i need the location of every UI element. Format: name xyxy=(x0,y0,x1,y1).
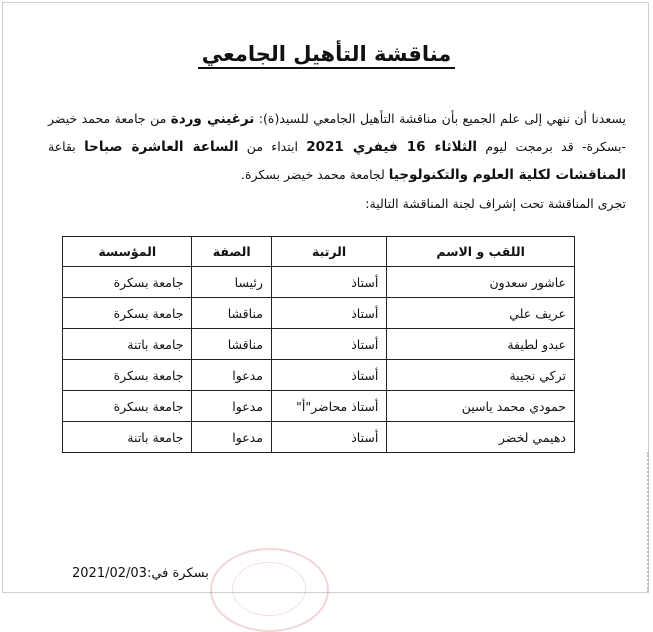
member-role: مدعوا xyxy=(192,422,271,453)
member-rank: أستاذ xyxy=(271,329,386,360)
defense-hall: المناقشات لكلية العلوم والتكنولوجيا xyxy=(388,167,626,183)
member-name: حمودي محمد ياسين xyxy=(387,391,575,422)
document-title xyxy=(0,42,653,66)
committee-table xyxy=(62,236,575,453)
candidate-name: ترغيني وردة xyxy=(170,111,255,127)
member-name: عاشور سعدون xyxy=(387,267,575,298)
header-institution: المؤسسة xyxy=(63,237,192,267)
table-row xyxy=(63,391,575,422)
intro-text-1: يسعدنا أن ننهي إلى علم الجميع بأن مناقشة التأهيل الجامعي للسيد(ة): xyxy=(254,111,626,126)
member-role: مدعوا xyxy=(192,391,271,422)
intro-text-4: بقاعة xyxy=(48,139,85,154)
table-header-row xyxy=(63,237,575,267)
header-rank: الرتبة xyxy=(271,237,386,267)
member-role: رئيسا xyxy=(192,267,271,298)
intro-text-3: ابتداء من xyxy=(238,139,307,154)
table-row xyxy=(63,267,575,298)
member-role: مناقشا xyxy=(192,329,271,360)
member-rank: أستاذ xyxy=(271,298,386,329)
official-seal xyxy=(210,548,329,632)
member-rank: أستاذ محاضر"أ" xyxy=(271,391,386,422)
member-name: دهيمي لخضر xyxy=(387,422,575,453)
signature-date-line xyxy=(72,566,209,581)
intro-text-5: لجامعة محمد خيضر بسكرة. xyxy=(241,167,389,182)
signature-place-label: بسكرة في: xyxy=(146,566,209,581)
member-institution: جامعة بسكرة xyxy=(63,391,192,422)
table-row xyxy=(63,360,575,391)
member-rank: أستاذ xyxy=(271,360,386,391)
member-institution: جامعة بسكرة xyxy=(63,298,192,329)
member-institution: جامعة باتنة xyxy=(63,329,192,360)
member-role: مناقشا xyxy=(192,298,271,329)
intro-text-2: من جامعة محمد خيضر -بسكرة- قد برمجت ليوم xyxy=(48,111,626,154)
committee-intro: تجرى المناقشة تحت إشراف لجنة المناقشة التالية: xyxy=(365,196,626,211)
table-row xyxy=(63,298,575,329)
document-title-text: مناقشة التأهيل الجامعي xyxy=(198,42,456,69)
scan-edge-marks xyxy=(643,452,649,592)
table-row xyxy=(63,329,575,360)
member-rank: أستاذ xyxy=(271,267,386,298)
defense-date: الثلاثاء 16 فيفري 2021 xyxy=(306,139,478,155)
table-row xyxy=(63,422,575,453)
member-name: عريف علي xyxy=(387,298,575,329)
member-name: عبدو لطيفة xyxy=(387,329,575,360)
defense-time: الساعة العاشرة صباحا xyxy=(84,139,239,155)
member-institution: جامعة باتنة xyxy=(63,422,192,453)
intro-paragraph xyxy=(48,105,626,189)
member-name: تركي نجيبة xyxy=(387,360,575,391)
header-name: اللقب و الاسم xyxy=(387,237,575,267)
header-role: الصفة xyxy=(192,237,271,267)
signature-date: 2021/02/03 xyxy=(72,566,147,581)
official-seal-inner xyxy=(232,562,306,616)
member-rank: أستاذ xyxy=(271,422,386,453)
member-role: مدعوا xyxy=(192,360,271,391)
member-institution: جامعة بسكرة xyxy=(63,360,192,391)
member-institution: جامعة بسكرة xyxy=(63,267,192,298)
